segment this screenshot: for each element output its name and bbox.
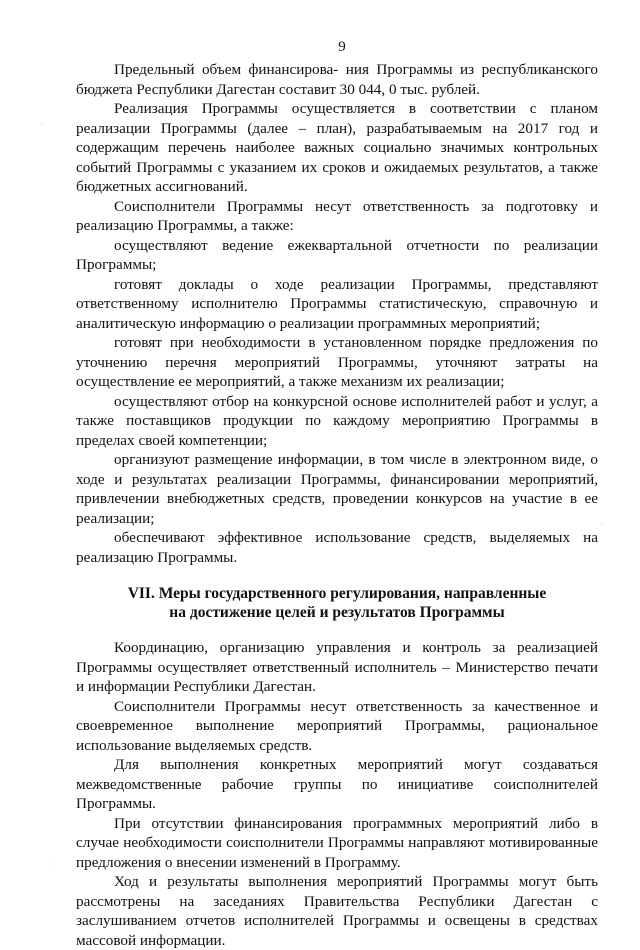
list-item: готовят доклады о ходе реализации Программы, представляют ответственному исполнителю Программы статистическую, справочную и аналитическую информацию о реализации программных мероприятий;	[76, 275, 598, 332]
list-item: осуществляют отбор на конкурсной основе исполнителей работ и услуг, а также поставщиков продукции по каждому мероприятию Программы в пределах своей компетенции;	[76, 392, 598, 449]
paragraph: Реализация Программы осуществляется в соответствии с планом реализации Программы (далее – план), разрабатываемым на 2017 год и содержащим перечень наиболее важных социально значимых контрольных событий Программы с указанием их сроков и ожидаемых результатов, а также бюджетных ассигнований.	[76, 100, 598, 195]
page-number: 9	[338, 39, 346, 55]
section-heading-line: на достижение целей и результатов Программы	[169, 604, 505, 621]
list-item: осуществляют ведение ежеквартальной отчетности по реализации Программы;	[76, 236, 598, 273]
paragraph: Ход и результаты выполнения мероприятий Программы могут быть рассмотрены на заседаниях Правительства Республики Дагестан с заслушиванием отчетов исполнителей Программы и освещены в средствах массовой информации.	[76, 873, 598, 949]
paragraph: Координацию, организацию управления и контроль за реализацией Программы осуществляет ответственный исполнитель – Министерство печати и информации Республики Дагестан.	[76, 639, 598, 695]
list-item: организуют размещение информации, в том числе в электронном виде, о ходе и результатах реализации Программы, финансировании мероприятий, привлечении внебюджетных средств, проведении конкурсов на участие в ее реализации;	[76, 451, 598, 527]
section-heading-line: VII. Меры государственного регулирования, направленные	[127, 585, 547, 602]
list-item: обеспечивают эффективное использование средств, выделяемых на реализацию Программы.	[76, 529, 598, 566]
section-text	[76, 638, 598, 950]
intro-text	[76, 60, 598, 567]
section-heading	[76, 584, 598, 622]
paragraph: Предельный объем финансирова- ния Программы из республиканского бюджета Республики Дагестан составит 30 044, 0 тыс. рублей.	[76, 61, 598, 98]
paragraph: Соисполнители Программы несут ответственность за качественное и своевременное выполнение мероприятий Программы, рациональное использование выделяемых средств.	[76, 697, 598, 754]
scan-speck: ·	[52, 859, 55, 869]
paragraph: При отсутствии финансирования программных мероприятий либо в случае необходимости соисполнители Программы направляют мотивированные предложения о внесении изменений в Программу.	[76, 814, 598, 871]
paragraph: Соисполнители Программы несут ответственность за подготовку и реализацию Программы, а также:	[76, 197, 598, 234]
paragraph: Для выполнения конкретных мероприятий могут создаваться межведомственные рабочие группы по инициативе соисполнителей Программы.	[76, 756, 598, 812]
scan-speck: ·	[600, 519, 603, 529]
scan-speck: ·	[40, 119, 43, 129]
list-item: готовят при необходимости в установленном порядке предложения по уточнению перечня мероприятий Программы, уточняют затраты на осуществление ее мероприятий, а также механизм их реализации;	[76, 334, 598, 390]
